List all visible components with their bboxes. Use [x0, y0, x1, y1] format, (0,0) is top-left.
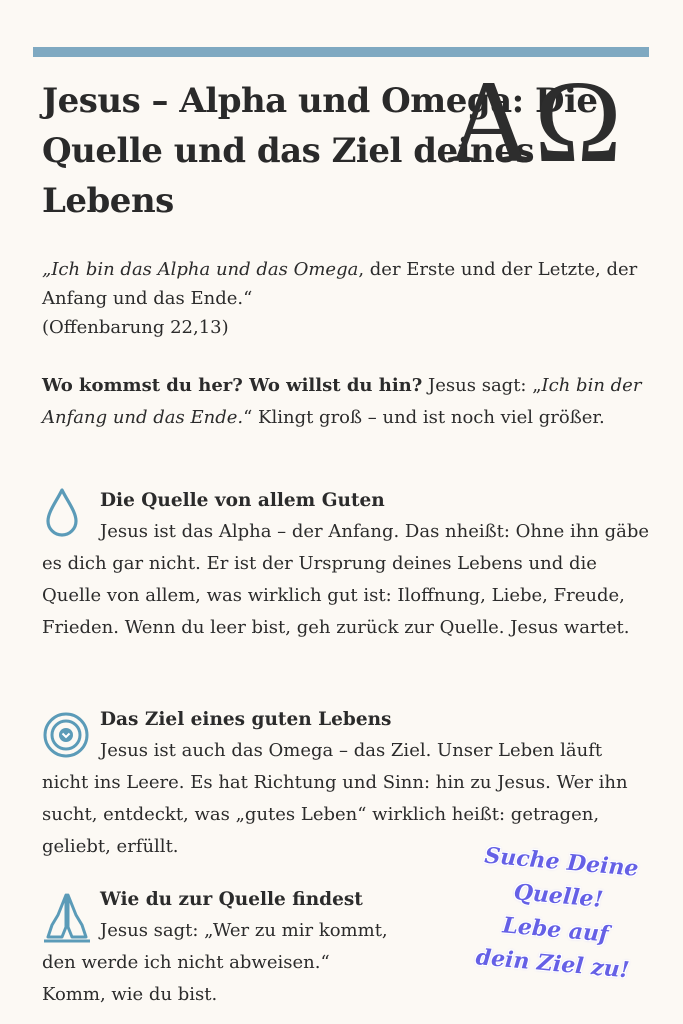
- water-drop-icon: [42, 486, 82, 542]
- section-body: Jesus ist das Alpha – der Anfang. Das nheißt: Ohne ihn gäbe es dich gar nicht. Er ist der Ursprung deines Lebens und die Quelle von allem, was wirklich gut ist: Iloffnung, Liebe, Freude, Frieden. Wenn du leer bist, geh zurück zur Quelle. Jesus wartet.: [42, 521, 650, 638]
- page-title: Jesus – Alpha und Omega: Die Quelle und das Ziel deines Lebens: [42, 81, 598, 221]
- target-icon: [42, 705, 90, 763]
- alpha-omega-symbol: ΑΩ: [447, 56, 624, 187]
- intro-paragraph: [42, 370, 647, 434]
- note-line: Lebe auf: [501, 912, 610, 948]
- section-heading: Die Quelle von allem Guten: [100, 490, 385, 511]
- section-heading: Das Ziel eines guten Lebens: [100, 709, 392, 730]
- bible-quote: [42, 255, 642, 342]
- intro-text-a: Jesus sagt: „: [422, 375, 542, 396]
- section-body: Jesus ist auch das Omega – das Ziel. Unser Leben läuft nicht ins Leere. Es hat Richtung und Sinn: hin zu Jesus. Wer ihn sucht, entdeckt, was „gutes Leben“ wirklich heißt: getragen, geliebt, erfüllt.: [42, 740, 628, 857]
- praying-hands-icon: [42, 885, 92, 949]
- section-body: Jesus sagt: „Wer zu mir kommt, den werde ich nicht abweisen.“ Komm, wie du bist.: [42, 920, 388, 1005]
- section-heading: Wie du zur Quelle findest: [100, 889, 363, 910]
- intro-text-b: “ Klingt groß – und ist noch viel größer.: [243, 407, 605, 428]
- note-line: Suche Deine: [483, 842, 640, 882]
- intro-italic: Ich bin der Anfang und das Ende.: [42, 375, 642, 428]
- section-source: [42, 486, 652, 644]
- quote-italic: „Ich bin das Alpha und das Omega: [42, 259, 359, 280]
- section-find-source: [42, 885, 392, 1011]
- quote-rest: , der Erste und der Letzte, der Anfang und das Ende.“: [42, 259, 638, 309]
- note-line: Quelle!: [512, 879, 605, 913]
- intro-question: Wo kommst du her? Wo willst du hin?: [42, 375, 423, 396]
- handwritten-note: [461, 837, 652, 988]
- quote-reference: (Offenbarung 22,13): [42, 317, 229, 338]
- section-goal: [42, 705, 652, 863]
- note-line: dein Ziel zu!: [474, 944, 631, 984]
